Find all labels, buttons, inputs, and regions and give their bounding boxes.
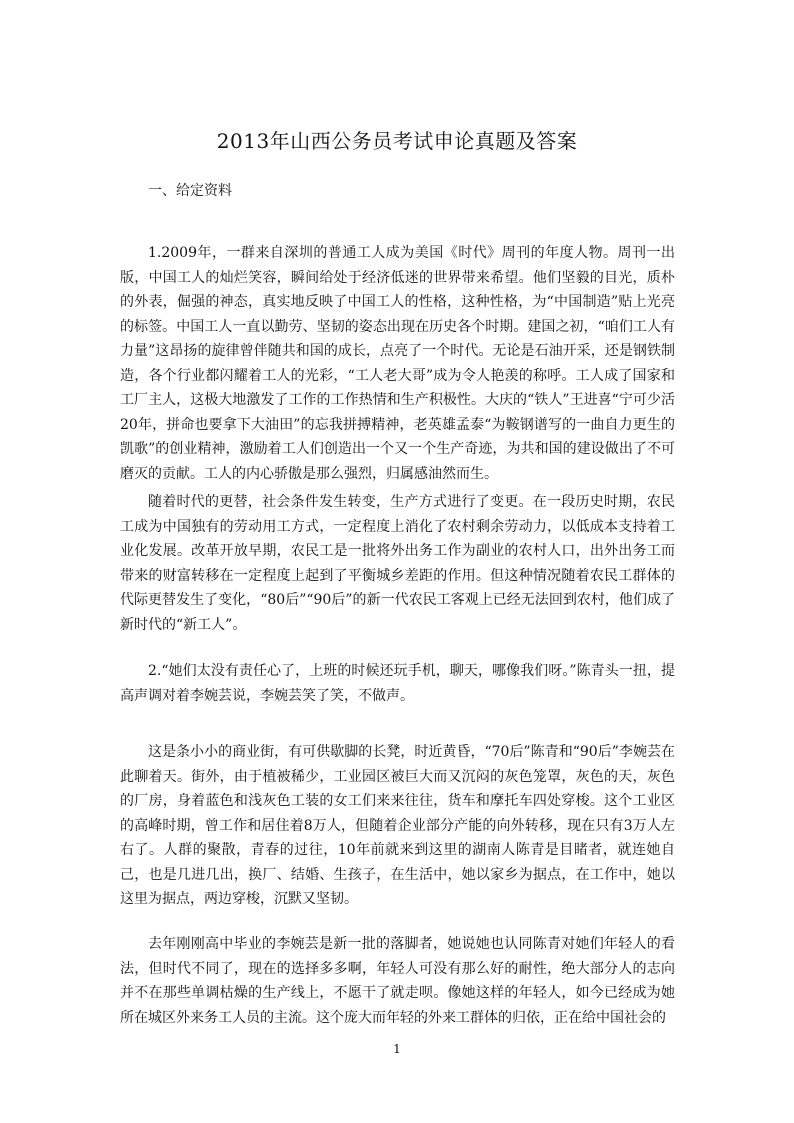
- section-heading: 一、给定资料: [148, 183, 232, 199]
- paragraph-5: 去年刚刚高中毕业的李婉芸是新一批的落脚者，她说她也认同陈青对她们年轻人的看法，但时代不同了，现在的选择多多啊，年轻人可没有那么好的耐性，绝大部分人的志向并不在那些单调枯燥的生产线上，不愿干了就走呗。像她这样的年轻人，如今已经成为她所在城区外来务工人员的主流。这个庞大而年轻的外来工群体的归依，正在给中国社会的: [120, 936, 675, 1026]
- paragraph-1: 1.2009年，一群来自深圳的普通工人成为美国《时代》周刊的年度人物。周刊一出版，中国工人的灿烂笑容，瞬间给处于经济低迷的世界带来希望。他们坚毅的目光，质朴的外表，倔强的神态，真实地反映了中国工人的性格，这种性格，为“中国制造”贴上光亮的标签。中国工人一直以勤劳、坚韧的姿态出现在历史各个时期。建国之初，“咱们工人有力量”这昂扬的旋律曾伴随共和国的成长，点亮了一个时代。无论是石油开采，还是钢铁制造，各个行业都闪耀着工人的光彩，“工人老大哥”成为令人艳羡的称呼。工人成了国家和工厂主人，这极大地激发了工作的工作热情和生产积极性。大庆的“铁人”王进喜“宁可少活20年，拼命也要拿下大油田”的忘我拼搏精神，老英雄孟泰“为鞍钢谱写的一曲自力更生的凯歌”的创业精神，激励着工人们创造出一个又一个生产奇迹，为共和国的建设做出了不可磨灭的贡献。工人的内心骄傲是那么强烈，归属感油然而生。: [120, 245, 675, 482]
- paragraph-4: 这是条小小的商业街，有可供歇脚的长凳，时近黄昏，“70后”陈青和“90后”李婉芸在此聊着天。街外，由于植被稀少，工业园区被巨大而又沉闷的灰色笼罩，灰色的天，灰色的厂房，身着蓝色和浅灰色工装的女工们来来往往，货车和摩托车四处穿梭。这个工业区的高峰时期，曾工作和居住着8万人，但随着企业部分产能的向外转移，现在只有3万人左右了。人群的聚散，青春的过往，10年前就来到这里的湖南人陈青是目睹者，就连她自己，也是几进几出，换厂、结婚、生孩子，在生活中，她以家乡为据点，在工作中，她以这里为据点，两边穿梭，沉默又坚韧。: [120, 744, 675, 907]
- document-title: 2013年山西公务员考试申论真题及答案: [216, 129, 578, 153]
- paragraph-2: 随着时代的更替，社会条件发生转变，生产方式进行了变更。在一段历史时期，农民工成为中国独有的劳动用工方式，一定程度上消化了农村剩余劳动力，以低成本支持着工业化发展。改革开放早期，农民工是一批将外出务工作为副业的农村人口，出外出务工而带来的财富转移在一定程度上起到了平衡城乡差距的作用。但这种情况随着农民工群体的代际更替发生了变化，“80后”“90后”的新一代农民工客观上已经无法回到农村，他们成了新时代的“新工人”。: [120, 494, 675, 633]
- page-number: 1: [393, 1042, 401, 1056]
- paragraph-3: 2.“她们太没有责任心了，上班的时候还玩手机，聊天，哪像我们呀。”陈青头一扭，提高声调对着李婉芸说，李婉芸笑了笑，不做声。: [120, 663, 675, 704]
